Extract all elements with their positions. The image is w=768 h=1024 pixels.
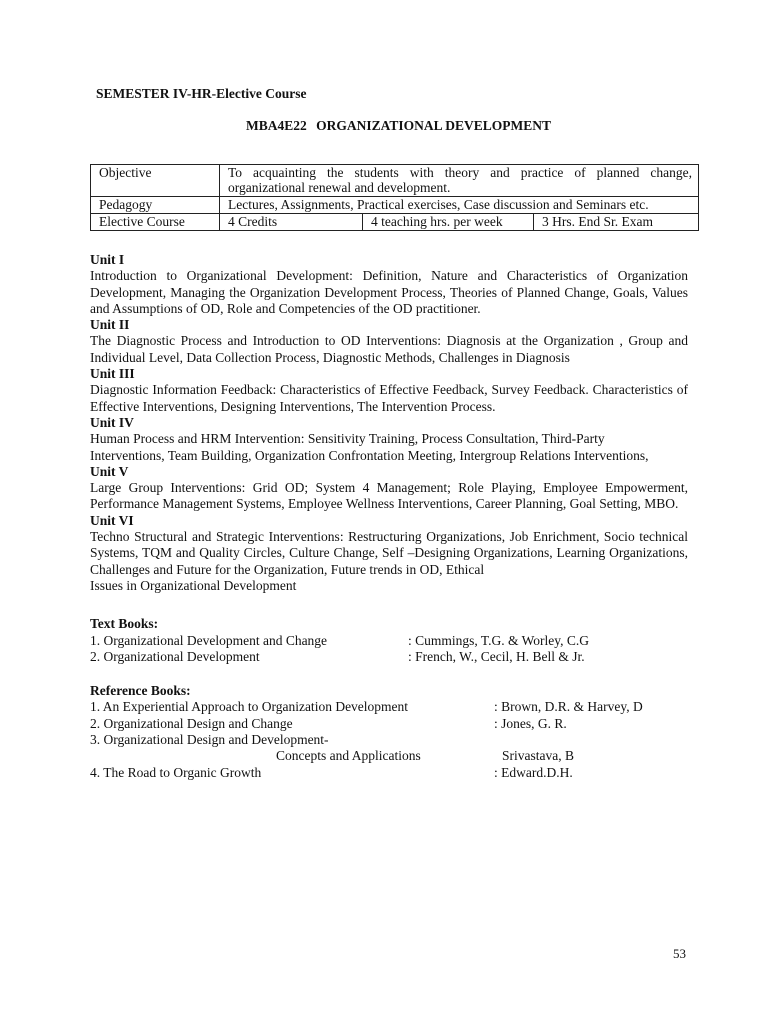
text-books-heading: Text Books:	[90, 616, 159, 632]
reference-book-3	[90, 732, 688, 748]
unit-3-title: Unit III	[90, 366, 135, 382]
text-book-1	[90, 633, 688, 649]
text-book-1-title: 1. Organizational Development and Change	[90, 632, 328, 648]
syllabus-body	[90, 252, 688, 781]
unit-6-content: Techno Structural and Strategic Interventions: Restructuring Organizations, Job Enrichment, Socio technical Systems, TQM and Quality Circles, Culture Change, Self –Designing Organizations, Learning Organizations, Challenges and Future for the Organization, Future trends in OD, Ethical	[90, 529, 688, 577]
semester-heading: SEMESTER IV-HR-Elective Course	[96, 86, 307, 101]
reference-book-3-title-cont: Concepts and Applications	[276, 748, 421, 764]
unit-4-title: Unit IV	[90, 414, 134, 430]
course-info-table	[90, 164, 699, 231]
reference-book-2	[90, 716, 688, 732]
reference-book-1-title: 1. An Experiential Approach to Organization Development	[90, 699, 409, 715]
reference-books-section	[90, 683, 688, 781]
reference-book-2-author: : Jones, G. R.	[494, 715, 567, 731]
teaching-hours-cell: 4 teaching hrs. per week	[363, 214, 534, 231]
text-book-2-author: : French, W., Cecil, H. Bell & Jr.	[408, 648, 585, 664]
unit-1-content: Introduction to Organizational Development: Definition, Nature and Characteristics of Organization Development, Managing the Organization Development Process, Theories of Planned Change, Goals, Values and Assumptions of OD, Role and Competencies of the OD practitioner.	[90, 268, 688, 316]
reference-book-3-title: 3. Organizational Design and Development-	[90, 732, 329, 748]
page-number: 53	[673, 946, 686, 961]
reference-book-3-continued	[90, 748, 688, 764]
course-code: MBA4E22	[246, 118, 307, 133]
pedagogy-row	[91, 197, 699, 214]
unit-1-title: Unit I	[90, 252, 125, 267]
unit-2-title: Unit II	[90, 317, 130, 333]
pedagogy-label: Pedagogy	[91, 197, 220, 214]
reference-book-2-title: 2. Organizational Design and Change	[90, 715, 293, 731]
unit-5-title: Unit V	[90, 463, 129, 479]
text-books-section	[90, 616, 688, 665]
pedagogy-text: Lectures, Assignments, Practical exercises, Case discussion and Seminars etc.	[220, 197, 699, 214]
unit-6-last-line: Issues in Organizational Development	[90, 577, 297, 593]
unit-3-content: Diagnostic Information Feedback: Characteristics of Effective Feedback, Survey Feedback. Characteristics of Effective Interventions, Designing Interventions, The Intervention Process.	[90, 382, 688, 414]
text-book-2-title: 2. Organizational Development	[90, 648, 260, 664]
reference-book-1	[90, 699, 688, 715]
objective-text: To acquainting the students with theory and practice of planned change, organizational renewal and development.	[220, 165, 699, 197]
reference-book-3-author: Srivastava, B	[502, 748, 574, 764]
unit-6-title: Unit VI	[90, 512, 134, 528]
exam-cell: 3 Hrs. End Sr. Exam	[534, 214, 699, 231]
text-book-2	[90, 649, 688, 665]
unit-5-content: Large Group Interventions: Grid OD; System 4 Management; Role Playing, Employee Empowerment, Performance Management Systems, Employee Wellness Interventions, Career Planning, Goal Setting, MBO.	[90, 480, 688, 512]
reference-book-4-author: : Edward.D.H.	[494, 764, 573, 780]
elective-label: Elective Course	[91, 214, 220, 231]
course-title	[246, 118, 551, 134]
course-name: ORGANIZATIONAL DEVELOPMENT	[316, 118, 552, 133]
reference-book-4	[90, 765, 688, 781]
objective-label: Objective	[91, 165, 220, 197]
reference-book-1-author: : Brown, D.R. & Harvey, D	[494, 699, 643, 715]
text-book-1-author: : Cummings, T.G. & Worley, C.G	[408, 632, 590, 648]
reference-book-4-title: 4. The Road to Organic Growth	[90, 764, 262, 780]
unit-2-content: The Diagnostic Process and Introduction to OD Interventions: Diagnosis at the Organization , Group and Individual Level, Data Collection Process, Diagnostic Methods, Challenges in Diagnosis	[90, 333, 688, 365]
elective-row	[91, 214, 699, 231]
reference-books-heading: Reference Books:	[90, 683, 191, 699]
credits-cell: 4 Credits	[220, 214, 363, 231]
unit-4-line-1: Human Process and HRM Intervention: Sensitivity Training, Process Consultation, Third-Party	[90, 431, 605, 447]
unit-4-line-2: Interventions, Team Building, Organization Confrontation Meeting, Intergroup Relations Interventions,	[90, 447, 649, 463]
objective-row	[91, 165, 699, 197]
